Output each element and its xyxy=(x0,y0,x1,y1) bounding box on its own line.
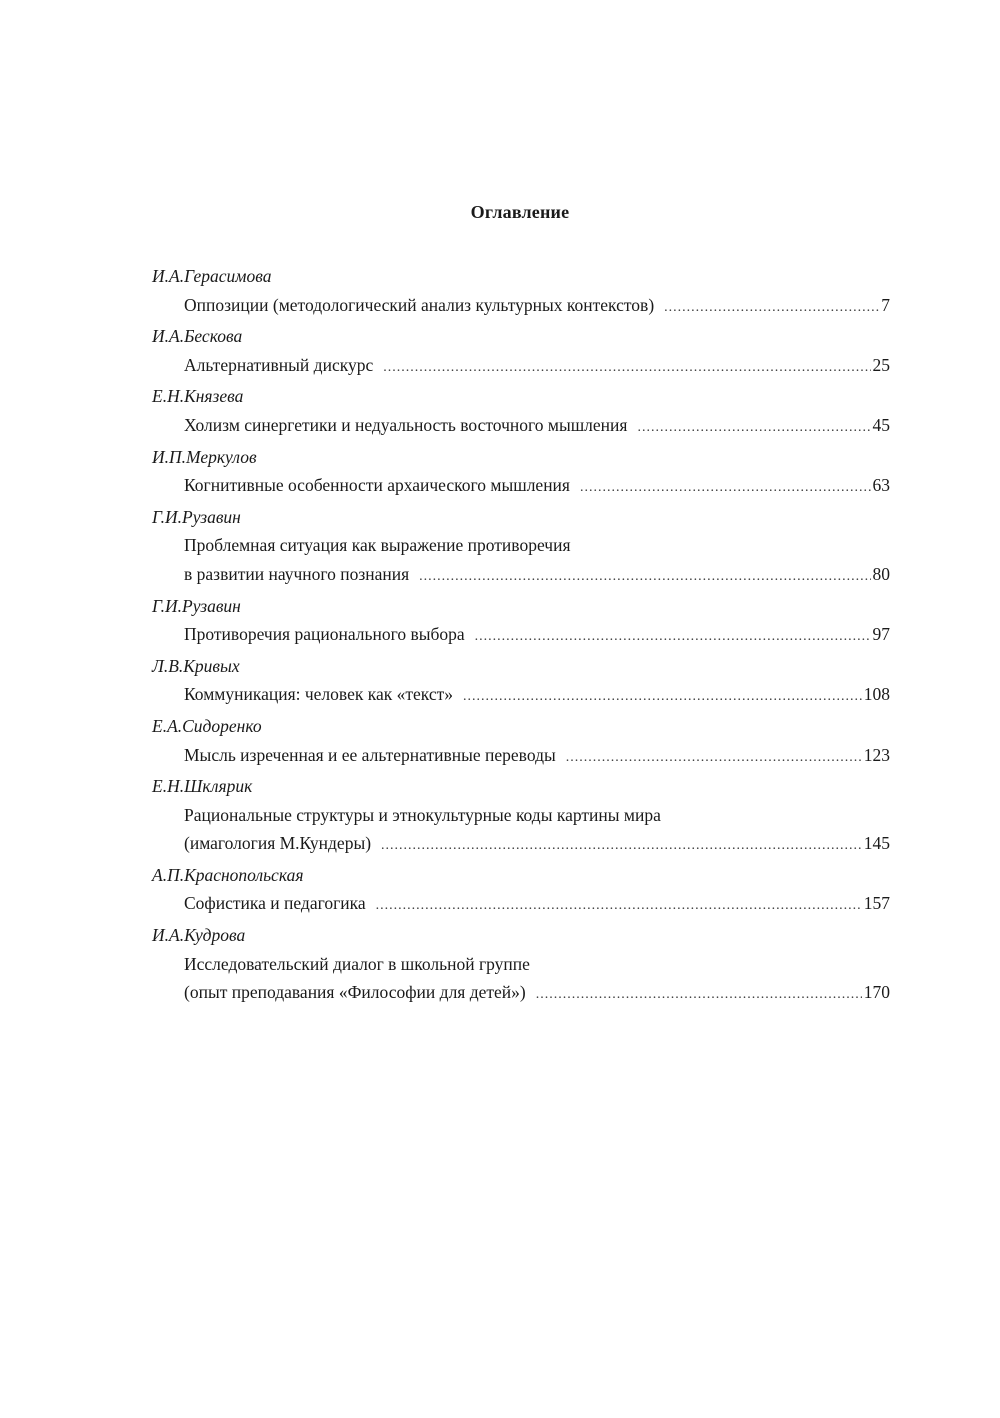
dot-leader xyxy=(419,563,870,592)
toc-entry xyxy=(152,921,890,1010)
toc-entry-page-number: 7 xyxy=(881,294,890,315)
toc-entry-page-number: 25 xyxy=(872,354,890,375)
toc-entry-author: Е.Н.Шклярик xyxy=(152,776,253,797)
dot-leader xyxy=(376,892,862,921)
toc-entry-page-number: 63 xyxy=(872,475,890,496)
toc-entry-page-number: 108 xyxy=(863,684,890,705)
toc-entry xyxy=(152,861,890,921)
toc-entry-link[interactable] xyxy=(152,471,890,503)
dot-leader xyxy=(383,354,870,383)
toc-entry-title: Холизм синергетики и недуальность восточного мышления xyxy=(184,414,628,435)
toc-entry-page-number: 145 xyxy=(863,833,890,854)
toc-entry-title: Мысль изреченная и ее альтернативные переводы xyxy=(184,744,556,765)
toc-entry-link[interactable] xyxy=(152,351,890,383)
toc-entry-link[interactable] xyxy=(152,411,890,443)
toc-entry-title: Когнитивные особенности архаического мышления xyxy=(184,475,570,496)
dot-leader xyxy=(637,414,870,443)
toc-entry-page-number: 45 xyxy=(872,414,890,435)
toc-entry-title: (имагология М.Кундеры) xyxy=(184,833,372,854)
toc-entry xyxy=(152,652,890,712)
table-of-contents xyxy=(152,262,890,1010)
toc-entry-author: И.А.Герасимова xyxy=(152,266,272,286)
toc-entry-link[interactable] xyxy=(152,978,890,1010)
toc-entry-link[interactable] xyxy=(152,291,890,323)
dot-leader xyxy=(381,832,862,861)
toc-entry-link[interactable] xyxy=(152,560,890,592)
toc-entry-link[interactable] xyxy=(152,889,890,921)
toc-entry-link[interactable] xyxy=(152,829,890,861)
toc-entry-author: А.П.Краснопольская xyxy=(152,864,304,885)
toc-entry xyxy=(152,322,890,382)
toc-entry xyxy=(152,443,890,503)
toc-entry xyxy=(152,772,890,861)
toc-entry-title: Коммуникация: человек как «текст» xyxy=(184,684,454,705)
toc-entry-title-line: Рациональные структуры и этнокультурные коды картины мира xyxy=(184,804,661,825)
dot-leader xyxy=(536,981,862,1010)
toc-entry-title: Противоречия рационального выбора xyxy=(184,624,465,645)
toc-entry xyxy=(152,592,890,652)
toc-entry-page-number: 80 xyxy=(872,563,890,584)
toc-entry-page-number: 97 xyxy=(872,624,890,645)
toc-entry-link[interactable] xyxy=(152,680,890,712)
toc-entry-author: Е.А.Сидоренко xyxy=(152,715,262,736)
toc-entry-title-line: Исследовательский диалог в школьной группе xyxy=(184,953,530,974)
toc-entry xyxy=(152,712,890,772)
dot-leader xyxy=(580,474,871,503)
toc-entry-title: Оппозиции (методологический анализ культурных контекстов) xyxy=(184,294,655,315)
toc-entry xyxy=(152,382,890,442)
toc-entry-page-number: 157 xyxy=(863,893,890,914)
toc-entry-title-line: Проблемная ситуация как выражение противоречия xyxy=(184,535,571,556)
toc-entry-author: И.А.Кудрова xyxy=(152,925,246,946)
toc-entry-author: И.П.Меркулов xyxy=(152,446,257,467)
toc-title: Оглавление xyxy=(470,202,570,222)
toc-entry-author: Е.Н.Князева xyxy=(152,386,244,407)
toc-entry-page-number: 123 xyxy=(863,744,890,765)
dot-leader xyxy=(475,623,871,652)
toc-entry-title: (опыт преподавания «Философии для детей») xyxy=(184,982,526,1003)
toc-entry-link[interactable] xyxy=(152,620,890,652)
toc-entry-title: Софистика и педагогика xyxy=(184,893,366,914)
toc-entry xyxy=(152,503,890,592)
toc-entry-author: Г.И.Рузавин xyxy=(152,506,241,527)
toc-entry xyxy=(152,262,890,322)
toc-entry-page-number: 170 xyxy=(863,982,890,1003)
dot-leader xyxy=(463,683,862,712)
toc-entry-link[interactable] xyxy=(152,741,890,773)
toc-entry-title: Альтернативный дискурс xyxy=(184,354,374,375)
dot-leader xyxy=(566,744,862,773)
toc-entry-title: в развитии научного познания xyxy=(184,563,410,584)
toc-entry-author: И.А.Бескова xyxy=(152,326,243,347)
toc-entry-author: Л.В.Кривых xyxy=(152,655,240,676)
toc-entry-author: Г.И.Рузавин xyxy=(152,595,241,616)
dot-leader xyxy=(664,294,879,323)
